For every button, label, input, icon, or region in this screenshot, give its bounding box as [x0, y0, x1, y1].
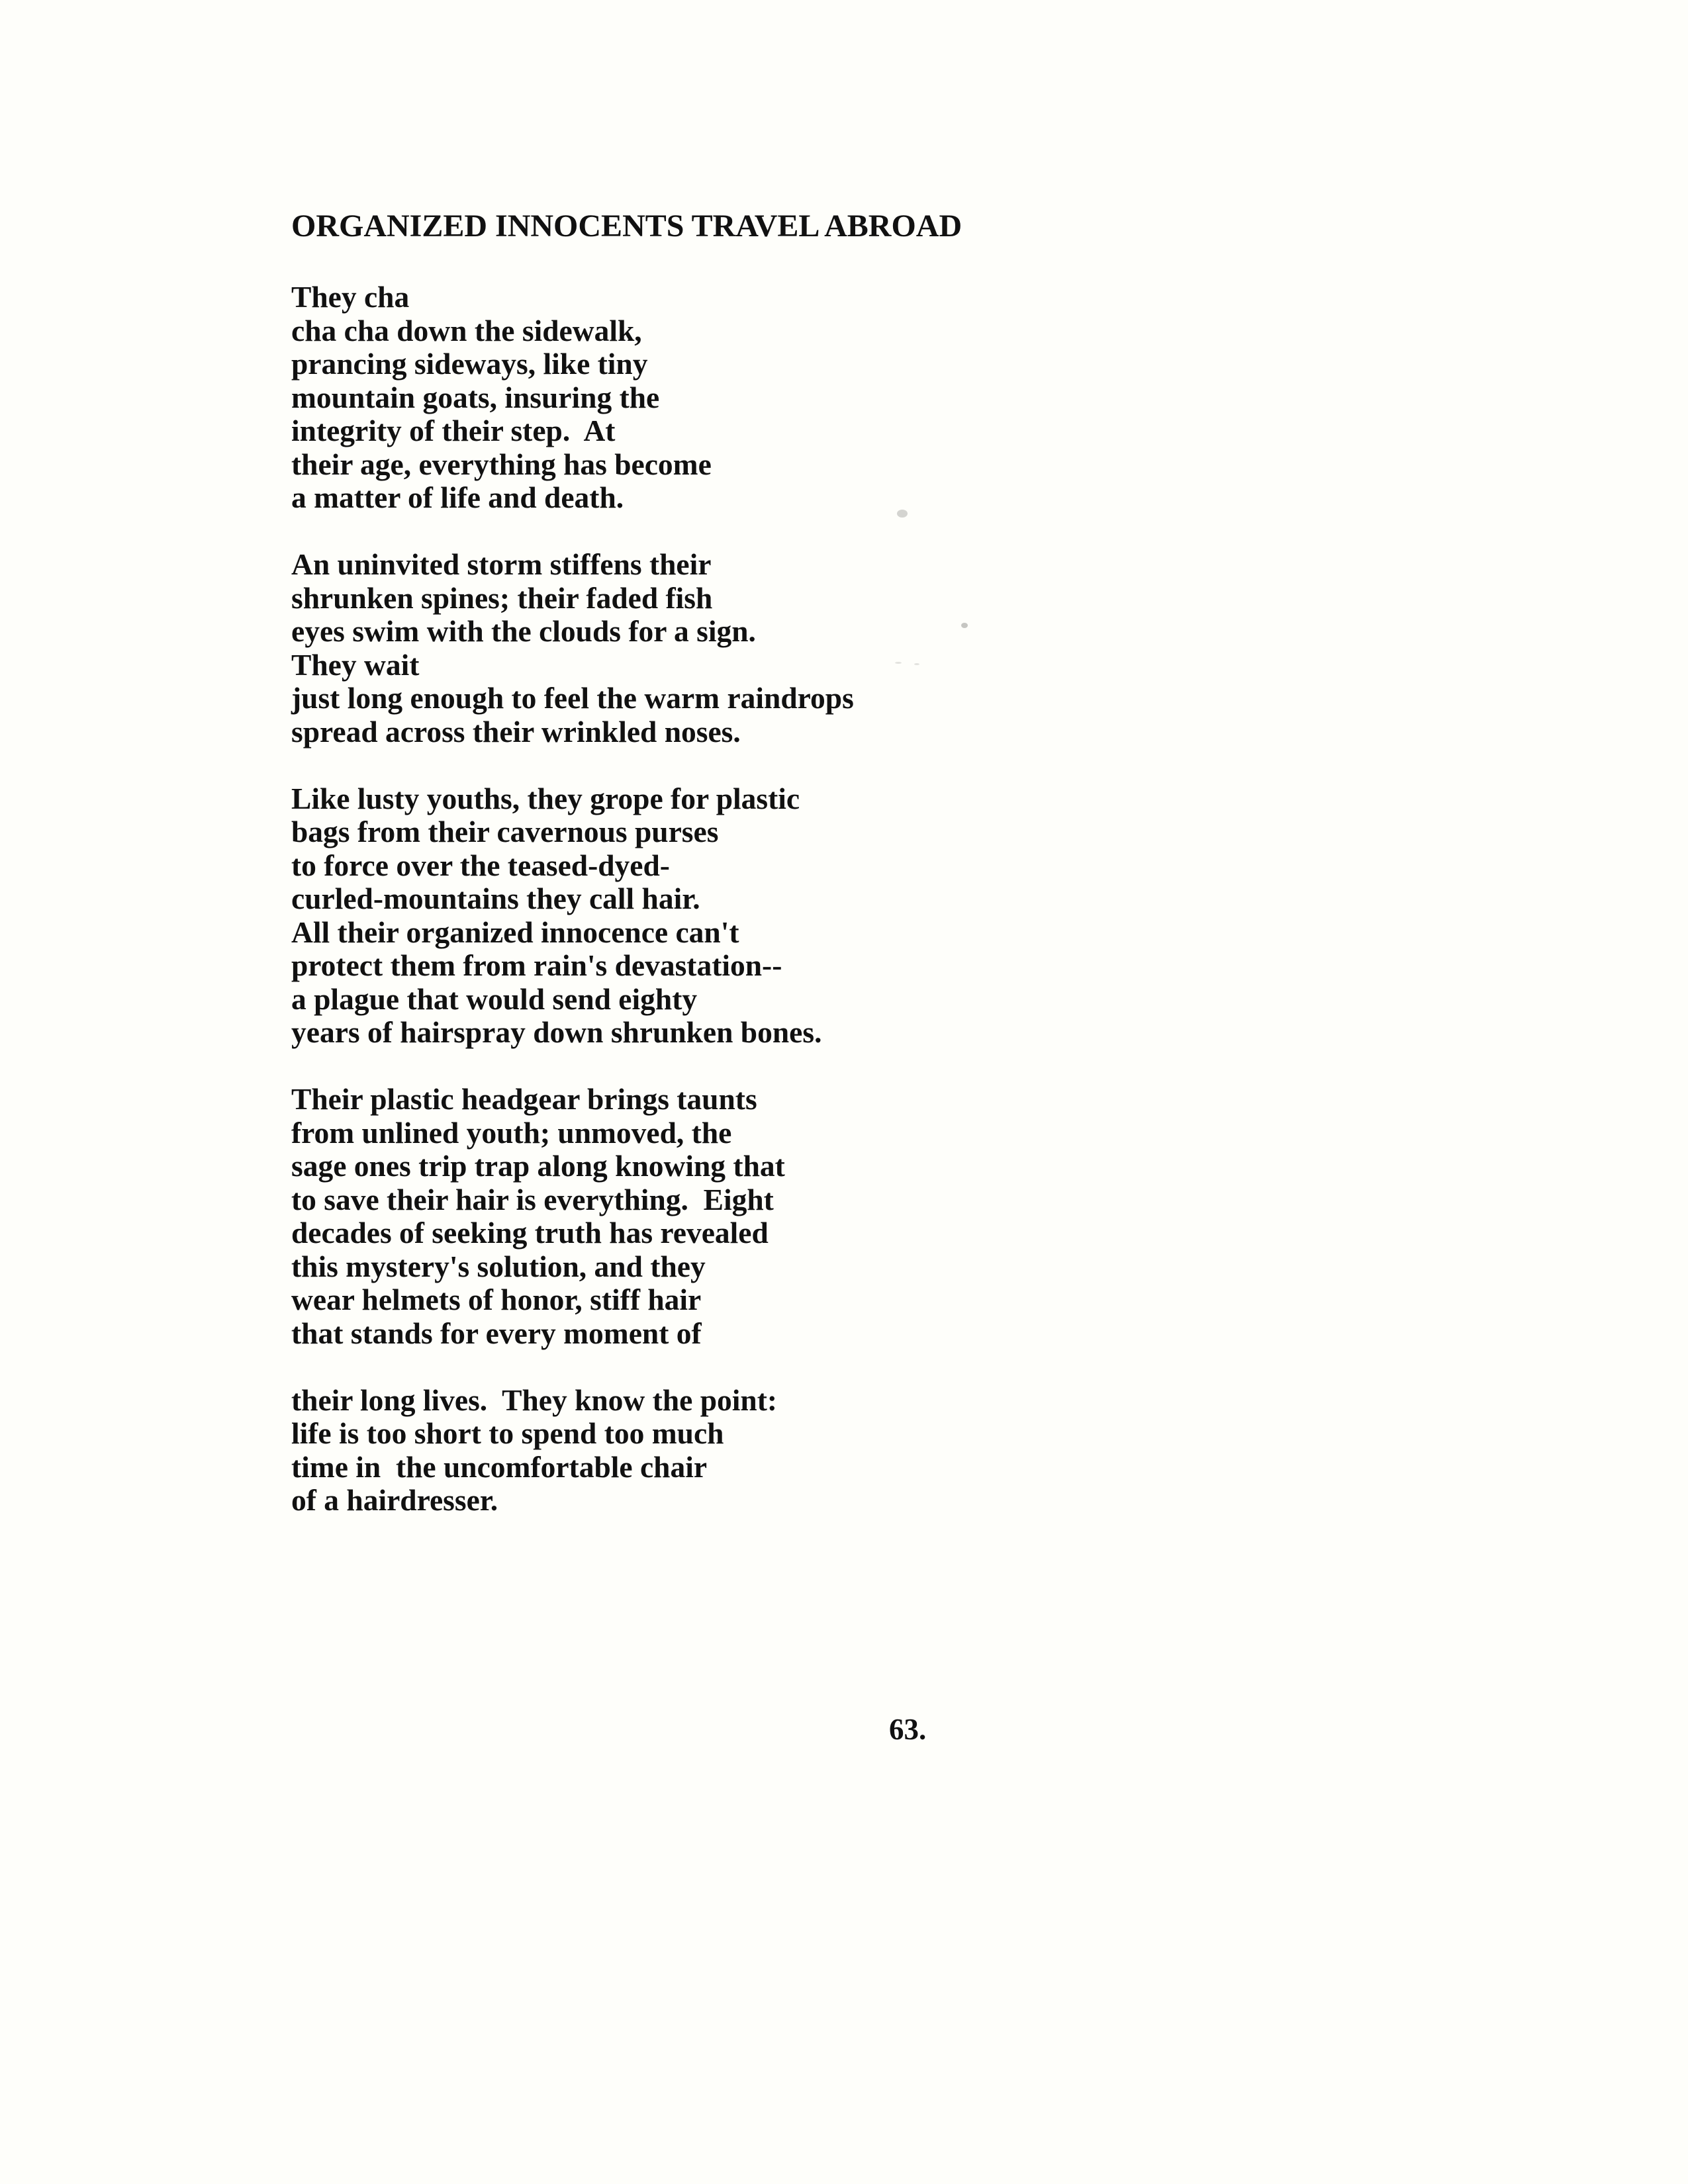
- poem-line: to force over the teased-dyed-: [291, 848, 670, 882]
- poem-line: time in the uncomfortable chair: [291, 1449, 708, 1484]
- poem-line: this mystery's solution, and they: [291, 1249, 706, 1283]
- poem-line: integrity of their step. At: [291, 414, 616, 447]
- poem-line: to save their hair is everything. Eight: [291, 1182, 774, 1216]
- poem-line: protect them from rain's devastation--: [291, 948, 782, 982]
- scan-speck: [895, 662, 902, 664]
- scan-speck: [914, 663, 919, 665]
- poem-body: [291, 281, 1350, 1518]
- poem-line: life is too short to spend too much: [291, 1416, 724, 1450]
- poem-line: years of hairspray down shrunken bones.: [291, 1015, 822, 1049]
- poem-line: a matter of life and death.: [291, 480, 624, 514]
- poem-line: spread across their wrinkled noses.: [291, 714, 741, 749]
- poem-line: a plague that would send eighty: [291, 981, 698, 1016]
- poem-line: from unlined youth; unmoved, the: [291, 1115, 732, 1150]
- stanza-4: [291, 1083, 1350, 1350]
- poem-line: that stands for every moment of: [291, 1316, 702, 1350]
- poem-line: They wait: [291, 647, 420, 682]
- poem-line: bags from their cavernous purses: [291, 815, 719, 848]
- poem-line: cha cha down the sidewalk,: [291, 313, 642, 347]
- stanza-5: [291, 1384, 1350, 1518]
- poem-line: shrunken spines; their faded fish: [291, 580, 713, 615]
- poem-line: curled-mountains they call hair.: [291, 882, 700, 915]
- stanza-3: [291, 782, 1350, 1050]
- poem-line: Their plastic headgear brings taunts: [291, 1082, 757, 1116]
- poem-line: just long enough to feel the warm raindrops: [291, 681, 854, 715]
- poem-line: sage ones trip trap along knowing that: [291, 1149, 785, 1183]
- stanza-2: [291, 548, 1350, 749]
- poem-line: An uninvited storm stiffens their: [291, 547, 712, 581]
- stanza-1: [291, 281, 1350, 515]
- poem-line: mountain goats, insuring the: [291, 380, 660, 414]
- poem-line: of a hairdresser.: [291, 1483, 498, 1517]
- poem-line: prancing sideways, like tiny: [291, 347, 648, 381]
- poem-line: They cha: [291, 280, 410, 314]
- poem-line: eyes swim with the clouds for a sign.: [291, 614, 756, 648]
- scan-speck: [961, 623, 968, 628]
- page-number: 63.: [889, 1713, 927, 1746]
- poem-line: their age, everything has become: [291, 447, 712, 481]
- poem-line: wear helmets of honor, stiff hair: [291, 1283, 702, 1316]
- poem-line: their long lives. They know the point:: [291, 1383, 777, 1417]
- poem-line: All their organized innocence can't: [291, 915, 739, 949]
- poem-line: Like lusty youths, they grope for plastic: [291, 781, 800, 815]
- poem-line: decades of seeking truth has revealed: [291, 1216, 769, 1250]
- poem-title: ORGANIZED INNOCENTS TRAVEL ABROAD: [291, 208, 962, 244]
- scan-speck: [897, 510, 908, 518]
